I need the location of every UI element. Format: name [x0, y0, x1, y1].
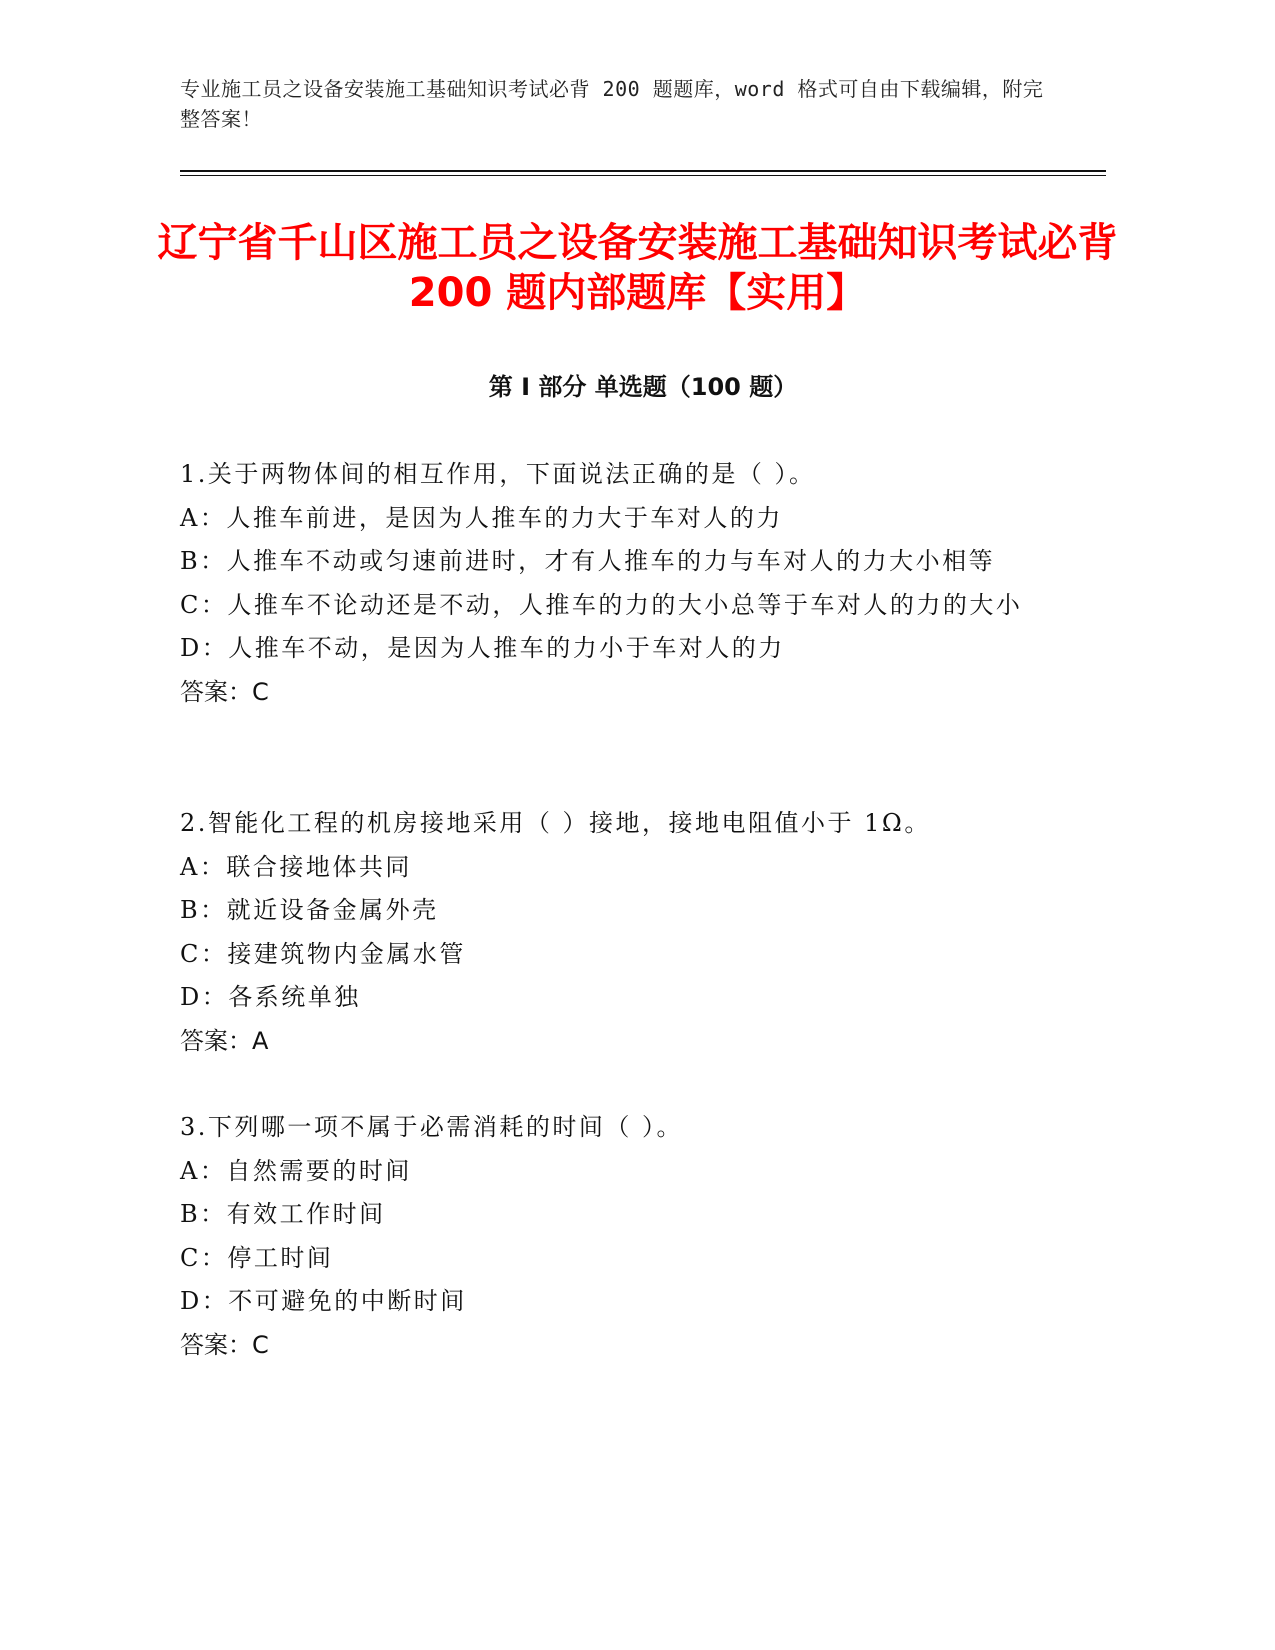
option-b: B：人推车不动或匀速前进时，才有人推车的力与车对人的力大小相等: [180, 547, 996, 575]
option-c: C：停工时间: [180, 1243, 334, 1272]
option-a: A：人推车前进，是因为人推车的力大于车对人的力: [180, 503, 783, 532]
question-stem: 1.关于两物体间的相互作用，下面说法正确的是（ ）。: [180, 460, 816, 488]
header-divider-thick: [180, 170, 1106, 172]
question-item: [180, 802, 1040, 1063]
option-c: C：人推车不论动还是不动，人推车的力的大小总等于车对人的力的大小: [180, 590, 1023, 619]
answer: 答案：A: [180, 1026, 269, 1055]
question-stem: 2.智能化工程的机房接地采用（ ）接地，接地电阻值小于 1Ω。: [180, 809, 931, 837]
option-a: A：联合接地体共同: [180, 852, 412, 881]
option-d: D：各系统单独: [180, 983, 361, 1011]
answer: 答案：C: [180, 677, 269, 706]
question-item: [180, 453, 1040, 714]
option-c: C：接建筑物内金属水管: [180, 939, 466, 968]
option-b: B：就近设备金属外壳: [180, 896, 439, 924]
header-divider-thin: [180, 175, 1106, 176]
option-a: A：自然需要的时间: [180, 1156, 412, 1185]
option-d: D：不可避免的中断时间: [180, 1287, 467, 1315]
header-note: 专业施工员之设备安装施工基础知识考试必背 200 题题库，word 格式可自由下载编辑，附完整答案！: [180, 77, 1044, 131]
question-item: [180, 1106, 1040, 1367]
question-stem: 3.下列哪一项不属于必需消耗的时间（ ）。: [180, 1113, 684, 1141]
option-b: B：有效工作时间: [180, 1200, 386, 1228]
document-title: 辽宁省千山区施工员之设备安装施工基础知识考试必背 200 题内部题库【实用】: [157, 220, 1118, 316]
section-title: 第 I 部分 单选题（100 题）: [488, 373, 798, 401]
option-d: D：人推车不动，是因为人推车的力小于车对人的力: [180, 634, 785, 662]
answer: 答案：C: [180, 1330, 269, 1359]
